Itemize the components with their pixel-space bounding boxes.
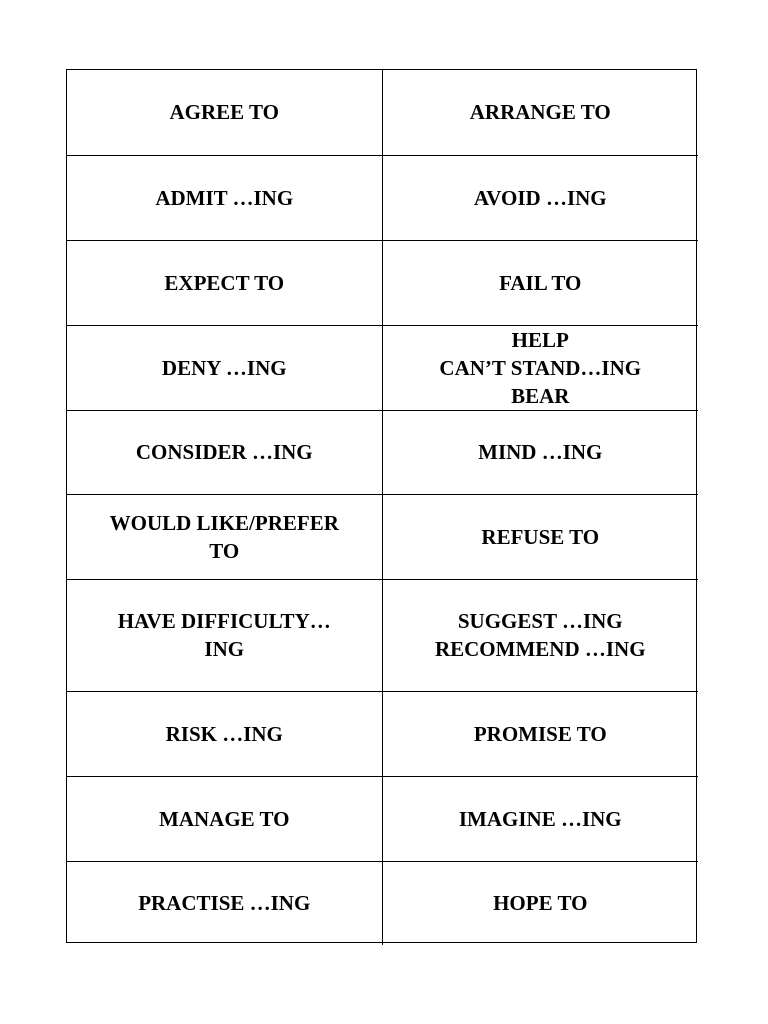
card-arrange-to: ARRANGE TO [382,70,698,155]
table-row [67,494,698,579]
card-imagine-ing: IMAGINE …ING [382,776,698,861]
card-have-difficulty-ing: HAVE DIFFICULTY… ING [67,579,382,691]
card-expect-to: EXPECT TO [67,240,382,325]
card-hope-to: HOPE TO [382,861,698,945]
card-refuse-to: REFUSE TO [382,494,698,579]
card-would-like-prefer-to: WOULD LIKE/PREFER TO [67,494,382,579]
card-practise-ing: PRACTISE …ING [67,861,382,945]
table-row [67,70,698,155]
table-row [67,691,698,776]
card-risk-ing: RISK …ING [67,691,382,776]
card-help-cant-stand-bear: HELP CAN’T STAND…ING BEAR [382,325,698,410]
verb-pattern-card-sheet [66,69,697,943]
table-row [67,776,698,861]
card-fail-to: FAIL TO [382,240,698,325]
card-avoid-ing: AVOID …ING [382,155,698,240]
card-deny-ing: DENY …ING [67,325,382,410]
card-consider-ing: CONSIDER …ING [67,410,382,494]
table-row [67,579,698,691]
verb-pattern-table [67,70,698,945]
card-promise-to: PROMISE TO [382,691,698,776]
card-manage-to: MANAGE TO [67,776,382,861]
card-agree-to: AGREE TO [67,70,382,155]
table-row [67,861,698,945]
table-row [67,325,698,410]
card-suggest-recommend-ing: SUGGEST …ING RECOMMEND …ING [382,579,698,691]
table-row [67,155,698,240]
table-row [67,240,698,325]
card-admit-ing: ADMIT …ING [67,155,382,240]
table-row [67,410,698,494]
card-mind-ing: MIND …ING [382,410,698,494]
